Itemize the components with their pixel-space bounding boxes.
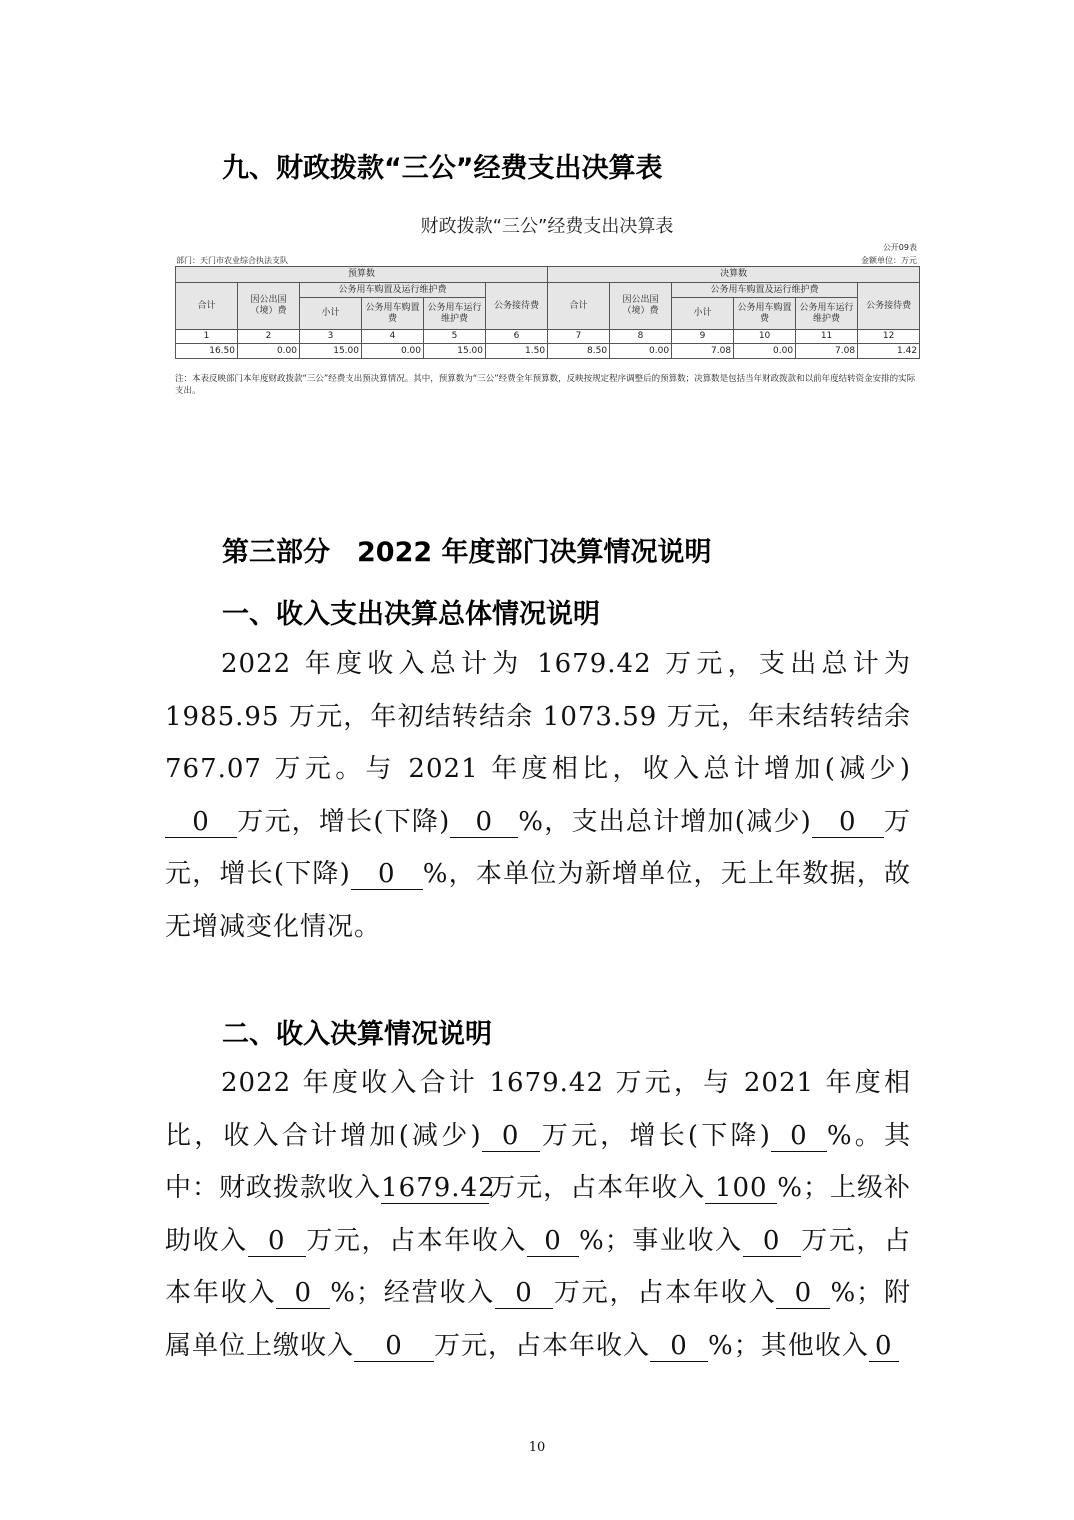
budget-header: 预算数 (176, 267, 548, 283)
text-run: 万元，占本年收入 (305, 1225, 527, 1256)
value-cell: 15.00 (424, 344, 486, 359)
department-label: 部门：天门市农业综合执法支队 (176, 256, 288, 265)
section2-title: 二、收入决算情况说明 (222, 1019, 492, 1050)
value-cell: 15.00 (300, 344, 362, 359)
underlined-value: 0 (482, 1121, 540, 1152)
text-run: 万元，增长(下降) (165, 806, 911, 890)
underlined-value: 0 (276, 1278, 330, 1309)
index-cell: 5 (424, 330, 486, 344)
index-cell: 10 (734, 330, 796, 344)
header-vehicle-group: 公务用车购置及运行维护费 (300, 283, 486, 298)
part3-title: 第三部分 2022 年度部门决算情况说明 (222, 537, 712, 568)
index-cell: 8 (610, 330, 672, 344)
header-total: 合计 (176, 283, 238, 330)
text-run: 2022 年度收入总计为 1679.42 万元，支出总计为 1985.95 万元，年初结转结余 1073.59 万元，年末结转结余 767.07 万元。与 2021 年度相比，收入总计增加(减少) (165, 649, 911, 785)
header-reception: 公务接待费 (858, 283, 920, 330)
index-cell: 4 (362, 330, 424, 344)
value-cell: 7.08 (672, 344, 734, 359)
table-title: 财政拨款“三公”经费支出决算表 (420, 216, 674, 237)
header-total: 合计 (548, 283, 610, 330)
text-run: %；附属单位上缴收入 (165, 1278, 911, 1361)
index-cell: 7 (548, 330, 610, 344)
text-run: 万元，增长(下降) (237, 806, 451, 837)
text-run: 万元，占本年收入 (489, 1173, 706, 1204)
page-number: 10 (528, 1440, 546, 1455)
underlined-value: 0 (495, 1278, 553, 1309)
header-abroad: 因公出国（境）费 (610, 283, 672, 330)
value-cell: 0.00 (362, 344, 424, 359)
text-run: 2022 年度收入合计 1679.42 万元，与 2021 年度相比，收入合计增加(减少) (165, 1068, 911, 1151)
section2-paragraph (165, 1057, 911, 1373)
section-title: 九、财政拨款“三公”经费支出决算表 (222, 153, 663, 184)
value-cell: 8.50 (548, 344, 610, 359)
text-run: 万元，占本年收入 (553, 1278, 777, 1309)
text-run: %，本单位为新增单位，无上年数据，故无增减变化情况。 (165, 859, 911, 942)
header-purchase: 公务用车购置费 (734, 298, 796, 330)
header-subtotal: 小计 (300, 298, 362, 330)
final-header: 决算数 (548, 267, 920, 283)
index-cell: 2 (238, 330, 300, 344)
underlined-value: 0 (776, 1278, 830, 1309)
index-cell: 11 (796, 330, 858, 344)
text-run: %。其中：财政拨款收入 (165, 1120, 911, 1204)
underlined-value: 0 (450, 807, 518, 838)
index-cell: 3 (300, 330, 362, 344)
text-run: %；事业收入 (579, 1225, 743, 1256)
index-cell: 6 (486, 330, 548, 344)
three-public-expenses-table (175, 266, 920, 359)
value-cell: 0.00 (238, 344, 300, 359)
header-operation: 公务用车运行维护费 (424, 298, 486, 330)
value-cell: 1.50 (486, 344, 548, 359)
underlined-value: 0 (527, 1226, 579, 1257)
underlined-value: 0 (248, 1226, 306, 1257)
underlined-value: 0 (650, 1331, 708, 1362)
unit-label: 金额单位：万元 (861, 256, 917, 265)
header-reception: 公务接待费 (486, 283, 548, 330)
text-run: %；其他收入 (708, 1330, 869, 1361)
underlined-value: 0 (743, 1226, 801, 1257)
value-cell: 0.00 (734, 344, 796, 359)
header-subtotal: 小计 (672, 298, 734, 330)
section1-paragraph (165, 638, 911, 954)
header-operation: 公务用车运行维护费 (796, 298, 858, 330)
header-abroad: 因公出国（境）费 (238, 283, 300, 330)
underlined-value: 0 (812, 807, 884, 838)
index-cell: 12 (858, 330, 920, 344)
table-note: 注：本表反映部门本年度财政拨款“三公”经费支出预决算情况。其中，预算数为“三公”经费全年预算数，反映按规定程序调整后的预算数；决算数是包括当年财政拨款和以前年度结转资金安排的实际支出。 (175, 374, 916, 396)
form-code: 公开09表 (882, 243, 917, 252)
index-cell: 9 (672, 330, 734, 344)
underlined-value: 100 (705, 1173, 777, 1204)
underlined-value: 0 (771, 1121, 827, 1152)
text-run: %；上级补助收入 (165, 1173, 911, 1256)
underlined-value: 0 (869, 1331, 899, 1362)
value-cell: 1.42 (858, 344, 920, 359)
value-cell: 7.08 (796, 344, 858, 359)
underlined-value: 1679.42 (381, 1173, 496, 1204)
header-purchase: 公务用车购置费 (362, 298, 424, 330)
value-cell: 0.00 (610, 344, 672, 359)
text-run: 万元，占本年收入 (434, 1330, 651, 1361)
underlined-value: 0 (351, 859, 423, 890)
section1-title: 一、收入支出决算总体情况说明 (222, 599, 600, 630)
header-vehicle-group: 公务用车购置及运行维护费 (672, 283, 858, 298)
text-run: %，支出总计增加(减少) (518, 806, 812, 837)
underlined-value: 0 (165, 807, 237, 838)
value-cell: 16.50 (176, 344, 238, 359)
underlined-value: 0 (354, 1331, 434, 1362)
text-run: 万元，占本年收入 (165, 1225, 911, 1309)
index-cell: 1 (176, 330, 238, 344)
text-run: %；经营收入 (330, 1278, 496, 1309)
text-run: 万元，增长(下降) (539, 1120, 771, 1151)
